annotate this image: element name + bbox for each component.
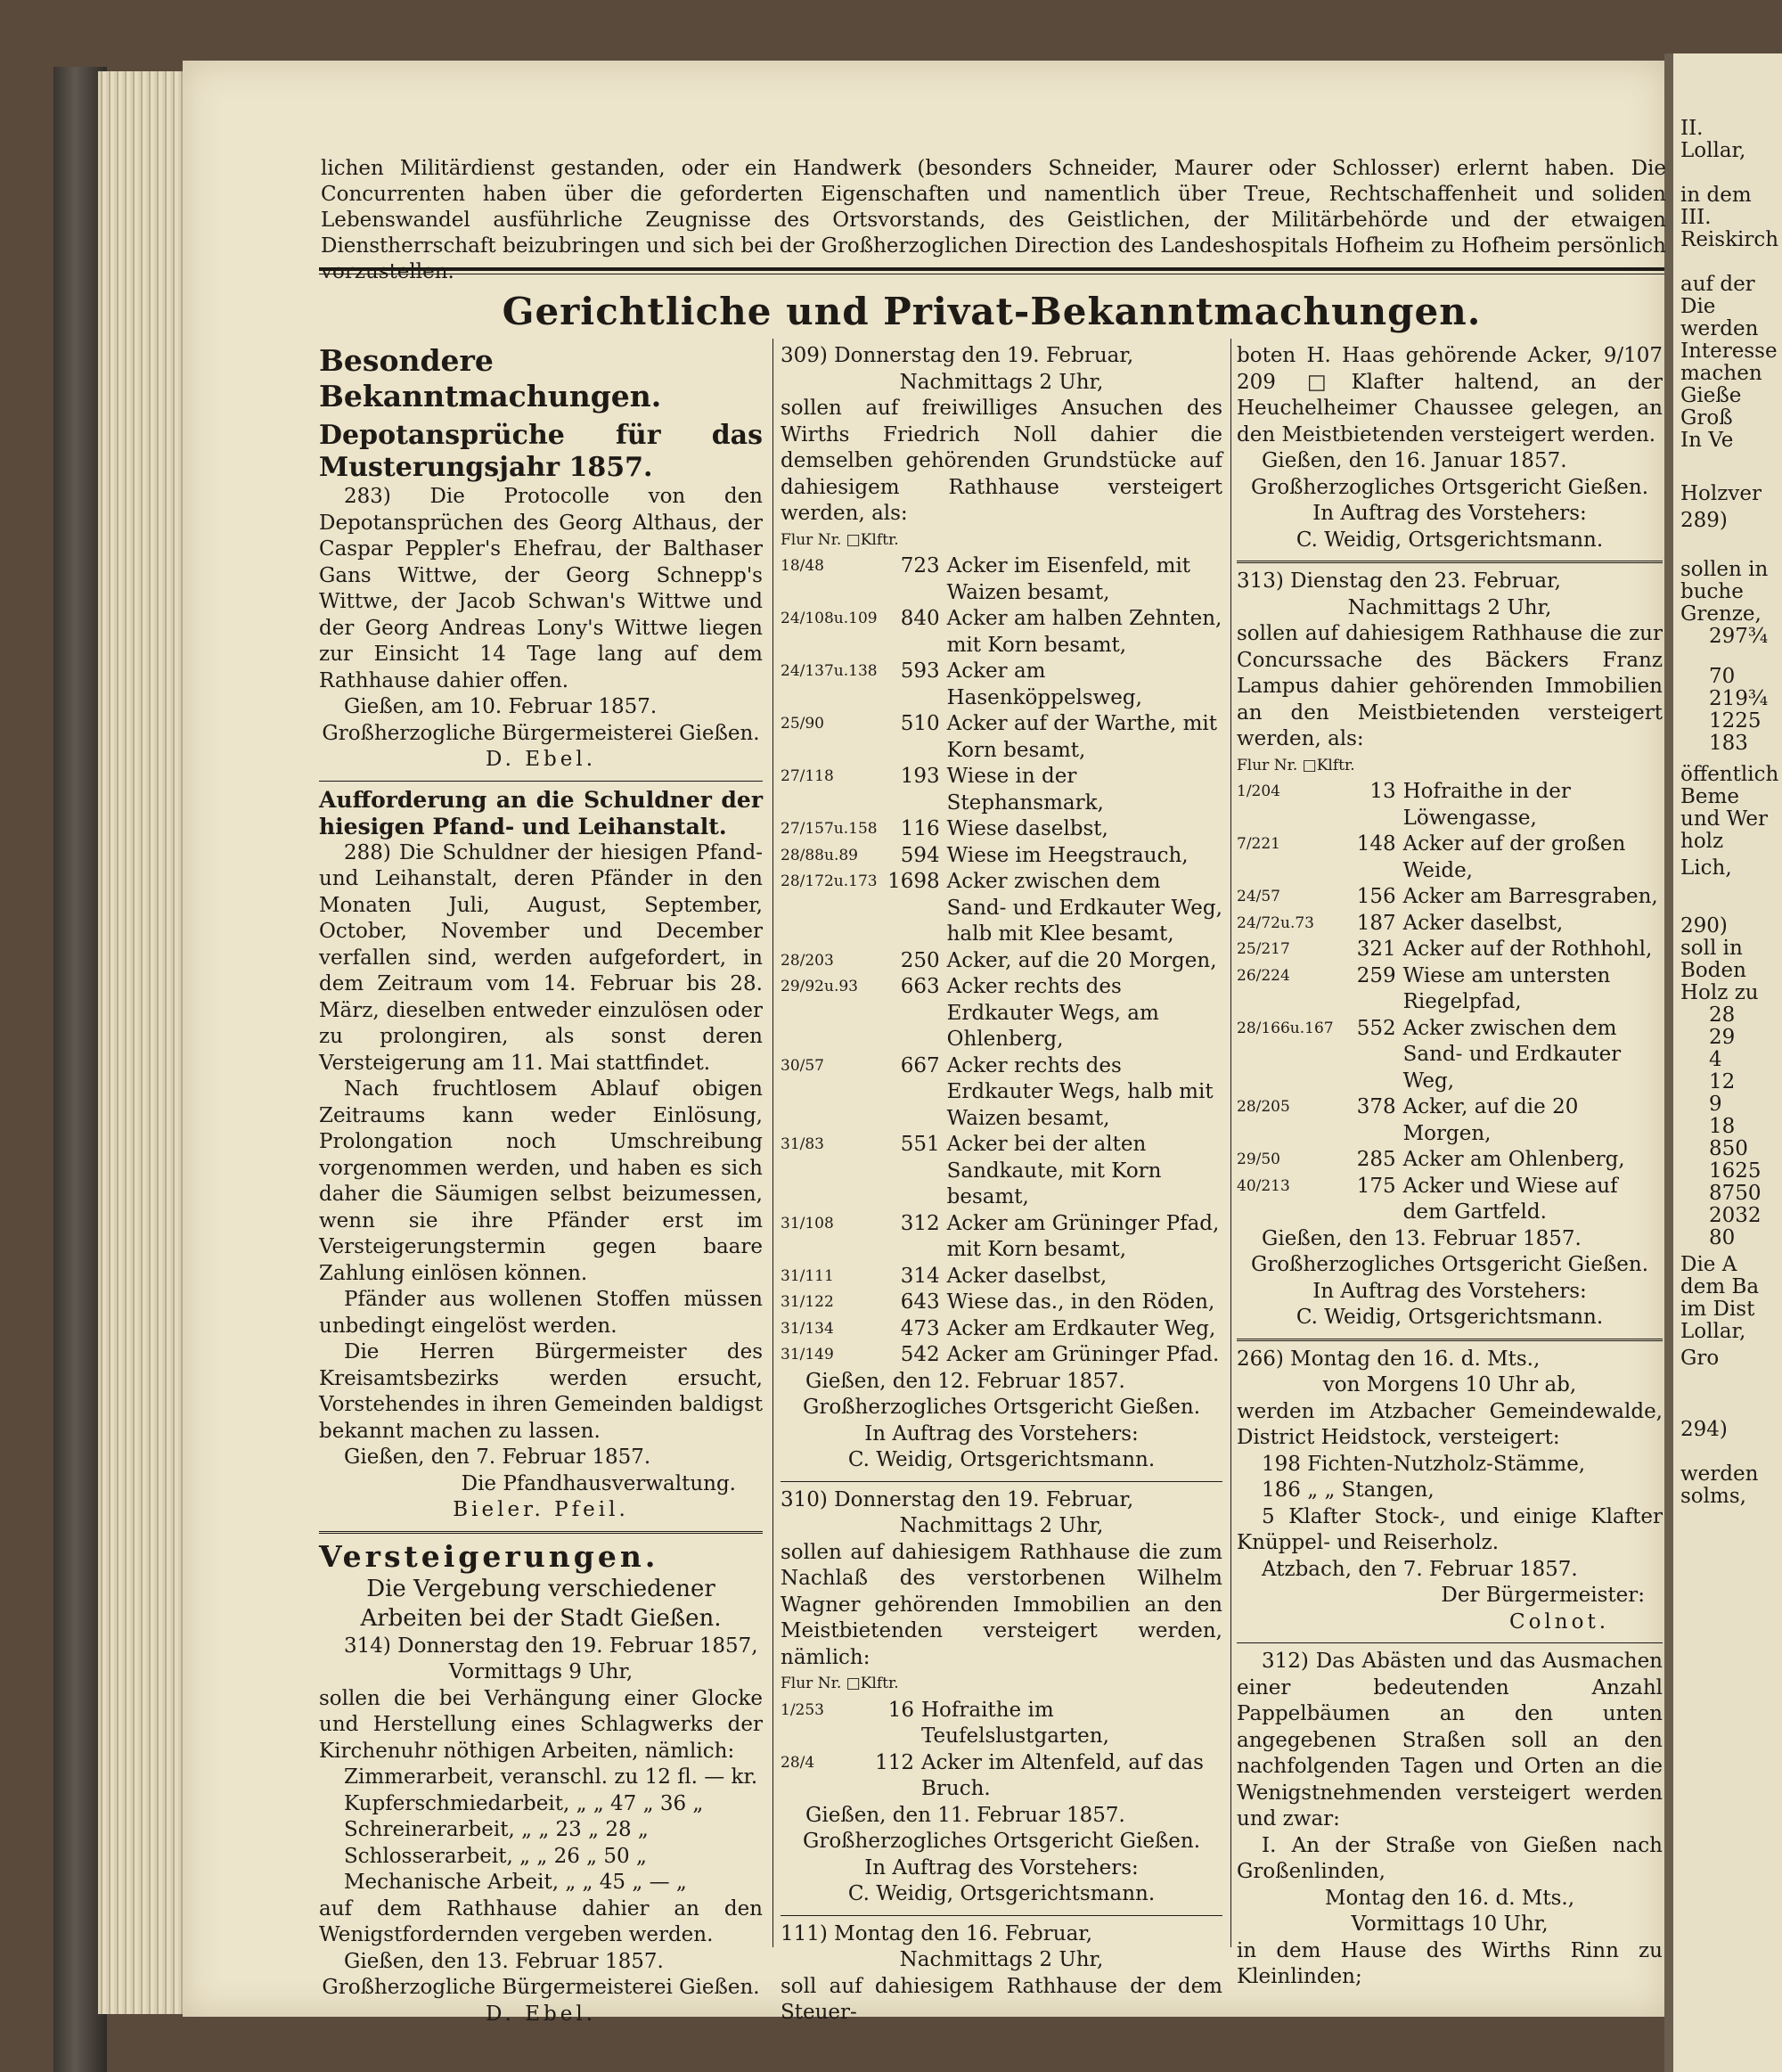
- plot-parcel: 40/213: [1237, 1176, 1290, 1195]
- plot-parcel: 28/203: [781, 951, 834, 970]
- plot-description: Acker am Grüninger Pfad.: [946, 1343, 1220, 1366]
- plot-area: 112: [875, 1750, 914, 1774]
- plot-area: 593: [900, 659, 940, 683]
- plot-description: Acker rechts des Erdkauter Wegs, am Ohlenberg,: [946, 975, 1159, 1051]
- plot-description: Acker, auf die 20 Morgen,: [1402, 1095, 1579, 1145]
- notice-266-item: 186 „ „ Stangen,: [1262, 1478, 1435, 1502]
- notice-314-signature: D. Ebel.: [485, 2002, 597, 2026]
- plot-parcel: 27/157u.158: [781, 820, 878, 838]
- plot-area: 723: [900, 554, 940, 577]
- next-page-text: Groß: [1680, 406, 1733, 430]
- separator: [781, 1481, 1222, 1482]
- notice-312-body: 312) Das Abästen und das Ausmachen einer bedeutenden Anzahl Pappelbäumen an den unten angegebenen Straßen soll an den nachfolgenden Tagen und Orten an die Wenigstnehmenden versteigert werden und zwar:: [1237, 1650, 1663, 1830]
- next-page-text: werden: [1680, 1462, 1759, 1486]
- plot-parcel: 31/149: [781, 1346, 834, 1364]
- heading-auctions: Versteigerungen.: [319, 1538, 659, 1574]
- plot-row: [781, 1053, 1222, 1133]
- notice-314-work: Zimmerarbeit, veranschl. zu 12 fl. — kr.: [344, 1765, 758, 1789]
- notice-283-body: 283) Die Protocolle von den Depotansprüchen des Georg Althaus, der Caspar Peppler's Ehefrau, der Balthaser Gans Wittwe, der Georg Schnepp's Wittwe, der Jacob Schwan's Wittwe und der Georg Andreas Lony's Wittwe liegen zur Einsicht 14 Tage lang auf dem Rathhause dahier offen.: [319, 485, 763, 692]
- next-page-text: Die A: [1680, 1253, 1737, 1276]
- next-page-text: 29: [1709, 1026, 1736, 1049]
- plot-row: [781, 869, 1222, 948]
- notice-314-work: Kupferschmiedarbeit, „ „ 47 „ 36 „: [344, 1791, 704, 1815]
- plot-row: [781, 606, 1222, 659]
- plot-area: 542: [900, 1343, 940, 1366]
- plot-description: Acker rechts des Erdkauter Wegs, halb mit Waizen besamt,: [946, 1053, 1214, 1130]
- plot-description: Acker daselbst,: [1402, 911, 1564, 935]
- plot-row: [1237, 779, 1663, 831]
- plot-area: 643: [900, 1290, 940, 1314]
- plot-parcel: 28/4: [781, 1753, 815, 1772]
- separator: [1237, 1642, 1663, 1643]
- notice-310-mandate: In Auftrag des Vorstehers:: [864, 1855, 1139, 1880]
- plot-row: [781, 1264, 1222, 1290]
- plot-area: 667: [900, 1053, 940, 1077]
- plot-row: [781, 843, 1222, 870]
- plot-row: [781, 1290, 1222, 1316]
- notice-266-authority: Der Bürgermeister:: [1441, 1584, 1645, 1607]
- notice-312-body2: in dem Hause des Wirths Rinn zu Kleinlinden;: [1237, 1938, 1663, 1988]
- next-page-fragment: [1673, 53, 1782, 2072]
- plot-description: Acker auf der Warthe, mit Korn besamt,: [946, 712, 1217, 762]
- plot-description: Acker am Ohlenberg,: [1402, 1148, 1625, 1171]
- plot-parcel: 25/217: [1237, 940, 1290, 958]
- plot-description: Acker auf der Rothhohl,: [1402, 938, 1653, 961]
- continuation-body: boten H. Haas gehörende Acker, 9/107 209 □Klafter haltend, an der Heuchelheimer Chaussee gelegen, an den Meistbietenden versteigert werden.: [1237, 344, 1663, 446]
- plot-row: [1237, 911, 1663, 938]
- next-page-text: 12: [1709, 1070, 1736, 1093]
- next-page-text: machen: [1680, 362, 1762, 385]
- notice-314-work: Mechanische Arbeit, „ „ 45 „ — „: [344, 1871, 687, 1894]
- next-page-text: In Ve: [1680, 429, 1734, 452]
- notice-266-item: 198 Fichten-Nutzholz-Stämme,: [1262, 1452, 1586, 1476]
- notice-314-line1: 314) Donnerstag den 19. Februar 1857,: [344, 1634, 758, 1658]
- plot-area: 314: [900, 1264, 940, 1288]
- plot-area: 551: [900, 1133, 940, 1156]
- notice-266-line1: 266) Montag den 16. d. Mts.,: [1237, 1347, 1541, 1371]
- notice-310-date: Gießen, den 11. Februar 1857.: [805, 1803, 1125, 1827]
- plot-area: 285: [1356, 1148, 1396, 1171]
- next-page-text: 850: [1709, 1137, 1748, 1160]
- next-page-text: auf der: [1680, 273, 1755, 296]
- separator: [1237, 561, 1663, 563]
- plot-parcel: 31/134: [781, 1319, 834, 1338]
- plot-area: 148: [1356, 832, 1396, 856]
- plot-row: [1237, 963, 1663, 1016]
- notice-313-mandate: In Auftrag des Vorstehers:: [1312, 1279, 1587, 1303]
- plot-area: 312: [900, 1211, 940, 1235]
- notice-309-body: sollen auf freiwilliges Ansuchen des Wirths Friedrich Noll dahier die demselben gehörenden Grundstücke auf dahiesigem Rathhause versteigert werden, als:: [781, 397, 1222, 525]
- notice-310-body: sollen auf dahiesigem Rathhause die zum Nachlaß des verstorbenen Wilhelm Wagner gehörenden Immobilien an den Meistbietenden versteigert werden, nämlich:: [781, 1540, 1222, 1669]
- plot-description: Acker am Barresgraben,: [1402, 885, 1658, 908]
- plot-row: [781, 816, 1222, 843]
- next-page-text: Interesse: [1680, 340, 1778, 363]
- next-page-text: Reiskirch: [1680, 228, 1779, 251]
- notice-288-title: Aufforderung an die Schuldner der hiesigen Pfand- und Leihanstalt.: [319, 786, 763, 839]
- plot-parcel: 24/137u.138: [781, 662, 878, 680]
- notice-313-table-head: Flur Nr. □Klftr.: [1237, 756, 1355, 774]
- plot-area: 250: [900, 948, 940, 972]
- notice-314-date: Gießen, den 13. Februar 1857.: [344, 1949, 664, 1973]
- plot-description: Acker am Grüninger Pfad, mit Korn besamt,: [946, 1211, 1220, 1261]
- next-page-text: III.: [1680, 206, 1712, 229]
- notice-313-plot-table: [1237, 779, 1663, 1226]
- plot-area: 13: [1369, 780, 1396, 803]
- separator: [319, 781, 763, 782]
- section-title: Gerichtliche und Privat-Bekanntmachungen.: [502, 290, 1482, 333]
- next-page-text: 1225: [1709, 709, 1762, 733]
- plot-parcel: 31/83: [781, 1135, 824, 1153]
- next-page-text: dem Ba: [1680, 1275, 1760, 1298]
- plot-parcel: 28/205: [1237, 1098, 1290, 1116]
- notice-310-plot-table: [781, 1698, 1222, 1803]
- plot-area: 663: [900, 975, 940, 998]
- plot-description: Wiese in der Stephansmark,: [946, 765, 1104, 815]
- plot-area: 594: [900, 843, 940, 867]
- notice-309-mandate: In Auftrag des Vorstehers:: [864, 1421, 1139, 1445]
- notice-313-line2: Nachmittags 2 Uhr,: [1347, 595, 1552, 619]
- notice-314-work: Schlosserarbeit, „ „ 26 „ 50 „: [344, 1844, 647, 1868]
- next-page-text: Holz zu: [1680, 981, 1759, 1004]
- next-page-text: werden: [1680, 317, 1759, 340]
- header-rule: [319, 267, 1664, 271]
- next-page-text: buche: [1680, 580, 1744, 603]
- notice-283-authority: Großherzogliche Bürgermeisterei Gießen.: [322, 721, 760, 745]
- plot-description: Acker am Erdkauter Weg,: [946, 1316, 1216, 1340]
- plot-row: [1237, 1147, 1663, 1174]
- next-page-text: 1625: [1709, 1159, 1762, 1183]
- next-page-text: Lollar,: [1680, 1320, 1746, 1343]
- plot-area: 175: [1356, 1174, 1396, 1198]
- next-page-text: 18: [1709, 1115, 1736, 1138]
- plot-area: 156: [1356, 885, 1396, 908]
- next-page-text: Die: [1680, 295, 1716, 318]
- separator: [319, 1531, 763, 1534]
- plot-row: [1237, 831, 1663, 884]
- notice-314-title: Die Vergebung verschiedener Arbeiten bei der Stadt Gießen.: [360, 1575, 722, 1632]
- next-page-text: 4: [1709, 1048, 1722, 1071]
- next-page-text: sollen in: [1680, 558, 1769, 581]
- plot-parcel: 31/108: [781, 1214, 834, 1233]
- notice-288-p1: 288) Die Schuldner der hiesigen Pfand- und Leihanstalt, deren Pfänder in den Monaten Juli, August, September, October, November und December verfallen sind, werden aufgefordert, in dem Zeitraum vom 14. Februar bis 28. März, dieselben entweder einzulösen oder zu prolongiren, als sonst deren Versteigerung am 11. Mai stattfindet.: [319, 840, 763, 1075]
- plot-parcel: 26/224: [1237, 966, 1290, 985]
- next-page-text: öffentlich: [1680, 763, 1779, 786]
- plot-parcel: 24/72u.73: [1237, 913, 1314, 932]
- notice-309-line2: Nachmittags 2 Uhr,: [899, 370, 1104, 394]
- next-page-text: solms,: [1680, 1485, 1746, 1508]
- notice-309-plot-table: [781, 553, 1222, 1369]
- plot-row: [1237, 1016, 1663, 1095]
- next-page-text: 8750: [1709, 1182, 1762, 1205]
- notice-283-title: Depotansprüche für das Musterungsjahr 1857.: [319, 420, 763, 483]
- heading-special-notices: Besondere Bekanntmachungen.: [319, 343, 662, 414]
- plot-area: 840: [900, 607, 940, 630]
- next-page-text: im Dist: [1680, 1298, 1755, 1321]
- notice-313-authority: Großherzogliches Ortsgericht Gießen.: [1250, 1253, 1649, 1276]
- continuation-authority: Großherzogliches Ortsgericht Gießen.: [1250, 475, 1649, 499]
- notice-309-date: Gießen, den 12. Februar 1857.: [805, 1369, 1125, 1393]
- notice-313-body: sollen auf dahiesigem Rathhause die zur Concurssache des Bäckers Franz Lampus dahier gehörenden Immobilien an den Meistbietenden versteigert werden, als:: [1237, 622, 1663, 750]
- plot-parcel: 1/204: [1237, 782, 1280, 800]
- next-page-text: 70: [1709, 665, 1736, 688]
- plot-row: [781, 711, 1222, 764]
- next-page-text: Beme: [1680, 785, 1739, 808]
- plot-description: Acker und Wiese auf dem Gartfeld.: [1402, 1174, 1618, 1224]
- plot-row: [781, 1211, 1222, 1264]
- plot-description: Wiese daselbst,: [946, 817, 1108, 840]
- plot-description: Acker zwischen dem Sand- und Erdkauter Weg, halb mit Klee besamt,: [946, 870, 1222, 946]
- plot-description: Acker bei der alten Sandkaute, mit Korn besamt,: [946, 1133, 1162, 1208]
- notice-314-body2: auf dem Rathhause dahier an den Wenigstfordernden vergeben werden.: [319, 1896, 763, 1946]
- plot-parcel: 28/88u.89: [781, 846, 858, 864]
- plot-description: Wiese am untersten Riegelpfad,: [1402, 963, 1611, 1013]
- next-page-text: Gro: [1680, 1347, 1720, 1370]
- notice-309-line1: 309) Donnerstag den 19. Februar,: [781, 344, 1134, 367]
- continuation-mandate: In Auftrag des Vorstehers:: [1312, 502, 1587, 525]
- plot-parcel: 24/108u.109: [781, 610, 878, 627]
- plot-parcel: 25/90: [781, 715, 824, 733]
- notice-288-p4: Die Herren Bürgermeister des Kreisamtsbezirks werden ersucht, Vorstehendes in ihren Gemeinden baldigst bekannt machen zu lassen.: [319, 1340, 763, 1443]
- next-page-text: und Wer: [1680, 807, 1769, 831]
- plot-parcel: 30/57: [781, 1056, 824, 1075]
- notice-288-signature: Bieler. Pfeil.: [453, 1498, 629, 1521]
- plot-row: [781, 1342, 1222, 1369]
- plot-description: Acker am halben Zehnten, mit Korn besamt,: [946, 607, 1222, 657]
- plot-parcel: 29/50: [1237, 1151, 1280, 1168]
- plot-parcel: 29/92u.93: [781, 978, 858, 995]
- next-page-text: Gieße: [1680, 384, 1742, 407]
- plot-row: [781, 948, 1222, 975]
- plot-parcel: 28/172u.173: [781, 872, 878, 890]
- plot-description: Hofraithe im Teufelslustgarten,: [921, 1698, 1109, 1748]
- notice-288-p3: Pfänder aus wollenen Stoffen müssen unbedingt eingelöst werden.: [319, 1288, 763, 1338]
- next-page-text: 297¾: [1709, 625, 1769, 648]
- notice-283-date: Gießen, am 10. Februar 1857.: [344, 695, 658, 718]
- notice-309-table-head: Flur Nr. □Klftr.: [781, 530, 899, 549]
- notice-310-signature: C. Weidig, Ortsgerichtsmann.: [847, 1882, 1156, 1905]
- notice-266-signature: Colnot.: [1508, 1609, 1609, 1634]
- next-page-text: 2032: [1709, 1204, 1762, 1227]
- separator: [781, 1915, 1222, 1916]
- notice-312-line2: Vormittags 10 Uhr,: [1351, 1912, 1549, 1936]
- plot-parcel: 7/221: [1237, 835, 1280, 853]
- plot-area: 259: [1356, 963, 1396, 987]
- notice-312-item1: I. An der Straße von Gießen nach Großenlinden,: [1237, 1833, 1663, 1883]
- plot-description: Acker im Altenfeld, auf das Bruch.: [921, 1750, 1204, 1800]
- notice-313-line1: 313) Dienstag den 23. Februar,: [1237, 569, 1561, 593]
- next-page-text: Holzver: [1680, 482, 1762, 505]
- next-page-text: soll in: [1680, 937, 1743, 960]
- plot-description: Hofraithe in der Löwengasse,: [1402, 780, 1571, 830]
- next-page-text: Lollar,: [1680, 139, 1746, 162]
- plot-area: 116: [900, 817, 940, 840]
- notice-312-line1: Montag den 16. d. Mts.,: [1324, 1886, 1575, 1910]
- plot-row: [1237, 937, 1663, 963]
- notice-314-work: Schreinerarbeit, „ „ 23 „ 28 „: [344, 1818, 649, 1841]
- plot-area: 473: [900, 1316, 940, 1340]
- plot-parcel: 24/57: [1237, 888, 1280, 905]
- plot-row: [781, 974, 1222, 1053]
- plot-area: 193: [900, 765, 940, 788]
- plot-parcel: 27/118: [781, 767, 834, 785]
- plot-row: [781, 764, 1222, 816]
- plot-parcel: 28/166u.167: [1237, 1019, 1334, 1037]
- next-page-text: 219¾: [1709, 687, 1769, 710]
- next-page-text: II.: [1680, 117, 1704, 140]
- plot-area: 1698: [887, 870, 940, 893]
- plot-row: [781, 1132, 1222, 1211]
- next-page-text: 80: [1709, 1226, 1736, 1249]
- continuation-date: Gießen, den 16. Januar 1857.: [1262, 449, 1567, 472]
- plot-area: 16: [887, 1698, 914, 1722]
- column-2: [781, 343, 1222, 2027]
- plot-description: Acker zwischen dem Sand- und Erdkauter Weg,: [1402, 1016, 1622, 1093]
- notice-314-authority: Großherzogliche Bürgermeisterei Gießen.: [322, 1976, 760, 1999]
- next-page-text: 289): [1680, 509, 1728, 532]
- notice-111-line2: Nachmittags 2 Uhr,: [899, 1948, 1104, 1971]
- column-1: [319, 343, 763, 2027]
- notice-266-body: werden im Atzbacher Gemeindewalde, District Heidstock, versteigert:: [1237, 1399, 1663, 1449]
- next-page-text: Lich,: [1680, 856, 1732, 880]
- plot-row: [1237, 884, 1663, 911]
- plot-parcel: 31/122: [781, 1293, 834, 1311]
- plot-description: Wiese im Heegstrauch,: [946, 843, 1189, 867]
- plot-area: 552: [1356, 1016, 1396, 1040]
- notice-288-date: Gießen, den 7. Februar 1857.: [344, 1445, 651, 1469]
- continuation-signature: C. Weidig, Ortsgerichtsmann.: [1296, 528, 1604, 552]
- notice-111-body: soll auf dahiesigem Rathhause der dem Steuer-: [781, 1974, 1222, 2024]
- plot-description: Acker im Eisenfeld, mit Waizen besamt,: [946, 554, 1191, 604]
- next-page-text: 9: [1709, 1093, 1722, 1116]
- next-page-text: in dem: [1680, 184, 1752, 207]
- notice-266-date: Atzbach, den 7. Februar 1857.: [1262, 1557, 1578, 1581]
- notice-310-line1: 310) Donnerstag den 19. Februar,: [781, 1487, 1134, 1511]
- notice-266-item: 5 Klafter Stock-, und einige Klafter Knüppel- und Reiserholz.: [1237, 1504, 1663, 1554]
- plot-description: Acker daselbst,: [946, 1264, 1108, 1288]
- plot-area: 187: [1356, 911, 1396, 935]
- notice-288-authority: Die Pfandhausverwaltung.: [461, 1471, 736, 1495]
- next-page-text: 183: [1709, 732, 1748, 755]
- plot-description: Wiese das., in den Röden,: [946, 1290, 1215, 1314]
- plot-row: [781, 553, 1222, 606]
- notice-314-body: sollen die bei Verhängung einer Glocke und Herstellung eines Schlagwerks der Kirchenuhr nöthigen Arbeiten, nämlich:: [319, 1686, 763, 1763]
- plot-description: Acker auf der großen Weide,: [1402, 832, 1626, 882]
- notice-266-line2: von Morgens 10 Uhr ab,: [1322, 1373, 1577, 1396]
- next-page-text: Grenze,: [1680, 602, 1762, 626]
- next-page-text: Boden: [1680, 959, 1746, 982]
- plot-area: 321: [1356, 938, 1396, 961]
- notice-309-signature: C. Weidig, Ortsgerichtsmann.: [847, 1448, 1156, 1471]
- plot-row: [781, 659, 1222, 711]
- next-page-text: 294): [1680, 1418, 1728, 1441]
- plot-area: 510: [900, 712, 940, 735]
- separator: [1237, 1339, 1663, 1341]
- plot-parcel: 18/48: [781, 557, 824, 575]
- plot-row: [781, 1750, 1222, 1803]
- notice-314-line2: Vormittags 9 Uhr,: [448, 1660, 634, 1683]
- notice-310-authority: Großherzogliches Ortsgericht Gießen.: [802, 1830, 1201, 1853]
- plot-area: 378: [1356, 1095, 1396, 1118]
- notice-313-date: Gießen, den 13. Februar 1857.: [1262, 1226, 1582, 1250]
- column-divider: [772, 339, 773, 1947]
- next-page-text: 28: [1709, 1003, 1736, 1027]
- intro-paragraph: lichen Militärdienst gestanden, oder ein Handwerk (besonders Schneider, Maurer oder Schlosser) erlernt haben. Die Concurrenten haben über die geforderten Eigenschaften und namentlich über Treue, Rechtschaffenheit und soliden Lebenswandel ausführliche Zeugnisse des Ortsvorstands, des Geistlichen, der Militärbehörde und der etwaigen Dienstherrschaft beizubringen und sich bei der Großherzoglichen Direction des Landeshospitals Hofheim zu Hofheim persönlich vorzustellen.: [321, 157, 1666, 283]
- column-3: [1237, 343, 1663, 1991]
- notice-111-line1: 111) Montag den 16. Februar,: [781, 1921, 1093, 1945]
- plot-row: [1237, 1094, 1663, 1147]
- plot-row: [1237, 1174, 1663, 1226]
- notice-310-line2: Nachmittags 2 Uhr,: [899, 1514, 1104, 1537]
- plot-parcel: 1/253: [781, 1700, 824, 1719]
- plot-description: Acker, auf die 20 Morgen,: [946, 948, 1217, 972]
- plot-parcel: 31/111: [781, 1266, 834, 1285]
- notice-283-signature: D. Ebel.: [485, 748, 597, 771]
- notice-310-table-head: Flur Nr. □Klftr.: [781, 1675, 899, 1692]
- notice-313-signature: C. Weidig, Ortsgerichtsmann.: [1296, 1306, 1604, 1329]
- next-page-text: holz: [1680, 830, 1724, 853]
- notice-309-authority: Großherzogliches Ortsgericht Gießen.: [802, 1396, 1201, 1419]
- plot-description: Acker am Hasenköppelsweg,: [946, 659, 1142, 709]
- next-page-text: 290): [1680, 914, 1728, 938]
- plot-row: [781, 1698, 1222, 1750]
- column-divider: [1230, 339, 1231, 1947]
- notice-288-p2: Nach fruchtlosem Ablauf obigen Zeitraums kann weder Einlösung, Prolongation noch Umschreibung vorgenommen werden, und haben es sich daher die Säumigen selbst beizumessen, wenn sie ihre Pfänder erst im Versteigerungstermin gegen baare Zahlung einlösen können.: [319, 1077, 763, 1285]
- plot-row: [781, 1316, 1222, 1343]
